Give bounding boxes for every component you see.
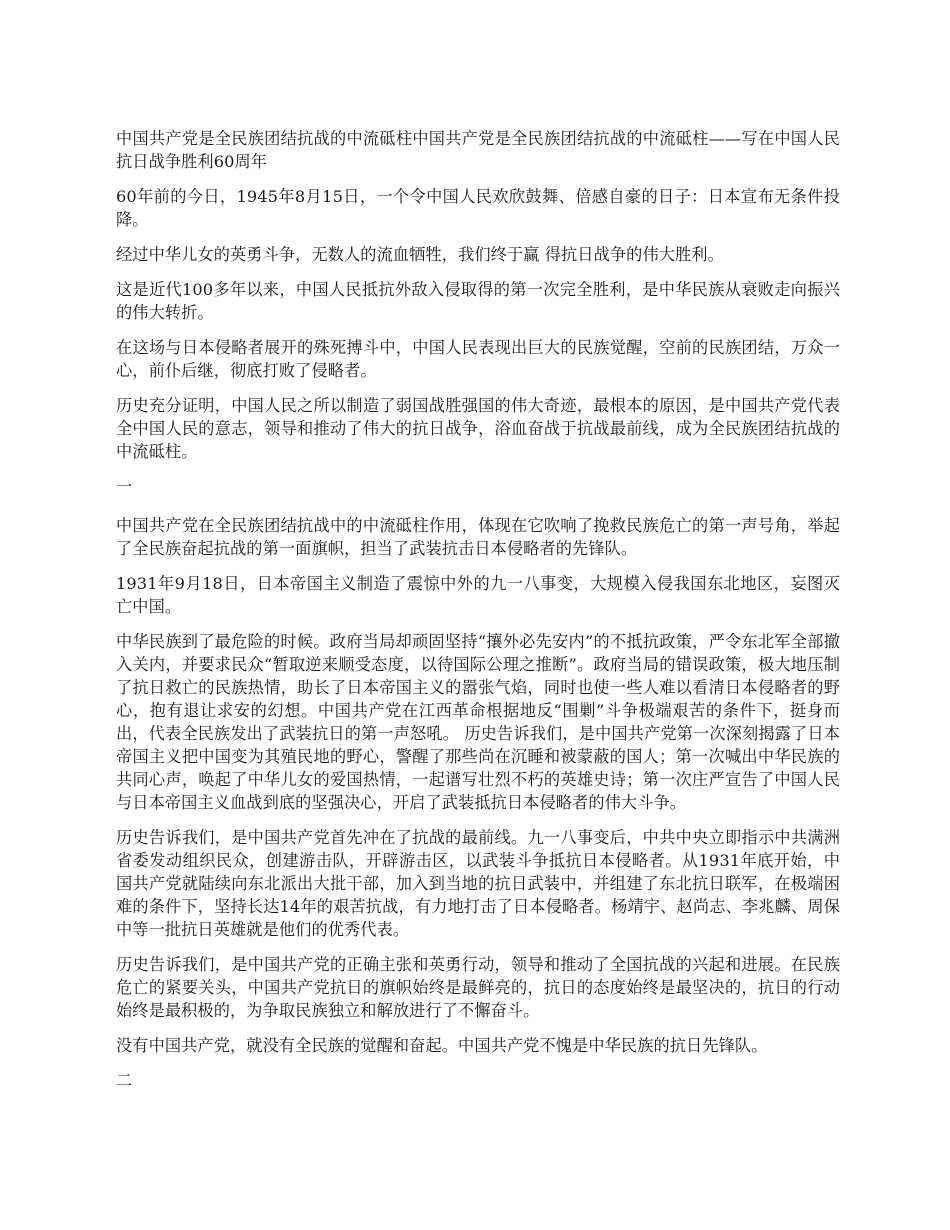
section-heading-two: 二	[116, 1071, 133, 1090]
paragraph: 经过中华儿女的英勇斗争，无数人的流血牺牲，我们终于赢 得抗日战争的伟大胜利。	[116, 245, 724, 264]
paragraph: 历史告诉我们，是中国共产党首先冲在了抗战的最前线。九一八事变后，中共中央立即指示中共满洲省委发动组织民众，创建游击队，开辟游击区，以武装斗争抵抗日本侵略者。从1931年底开始，中国共产党就陆续向东北派出大批干部，加入到当地的抗日武装中，并组建了东北抗日联军，在极端困难的条件下，坚持长达14年的艰苦抗战，有力地打击了日本侵略者。杨靖宇、赵尚志、李兆麟、周保中等一批抗日英雄就是他们的优秀代表。	[116, 828, 840, 939]
paragraph: 60年前的今日，1945年8月15日，一个令中国人民欢欣鼓舞、倍感自豪的日子：日本宣布无条件投降。	[116, 187, 840, 229]
section-heading-one: 一	[116, 477, 133, 496]
paragraph: 中国共产党在全民族团结抗战中的中流砥柱作用，体现在它吹响了挽救民族危亡的第一声号角，举起了全民族奋起抗战的第一面旗帜，担当了武装抗击日本侵略者的先锋队。	[116, 516, 840, 558]
paragraph: 这是近代100多年以来，中国人民抵抗外敌入侵取得的第一次完全胜利，是中华民族从衰败走向振兴的伟大转折。	[116, 280, 840, 322]
paragraph: 没有中国共产党，就没有全民族的觉醒和奋起。中国共产党不愧是中华民族的抗日先锋队。	[116, 1036, 768, 1055]
document-title: 中国共产党是全民族团结抗战的中流砥柱中国共产党是全民族团结抗战的中流砥柱——写在中国人民抗日战争胜利60周年	[116, 129, 840, 171]
paragraph: 中华民族到了最危险的时候。政府当局却顽固坚持“攘外必先安内”的不抵抗政策，严令东北军全部撤入关内，并要求民众“暂取逆来顺受态度，以待国际公理之推断”。政府当局的错误政策，极大地压制了抗日救亡的民族热情，助长了日本帝国主义的嚣张气焰，同时也使一些人难以看清日本侵略者的野心，抱有退让求安的幻想。中国共产党在江西革命根据地反“围剿”斗争极端艰苦的条件下，挺身而出，代表全民族发出了武装抗日的第一声怒吼。 历史告诉我们，是中国共产党第一次深刻揭露了日本帝国主义把中国变为其殖民地的野心，警醒了那些尚在沉睡和被蒙蔽的国人；第一次喊出中华民族的共同心声，唤起了中华儿女的爱国热情，一起谱写壮烈不朽的英雄史诗；第一次庄严宣告了中国人民与日本帝国主义血战到底的坚强决心，开启了武装抵抗日本侵略者的伟大斗争。	[116, 632, 840, 812]
paragraph: 1931年9月18日，日本帝国主义制造了震惊中外的九一八事变，大规模入侵我国东北地区，妄图灭亡中国。	[116, 574, 840, 616]
paragraph: 历史告诉我们，是中国共产党的正确主张和英勇行动，领导和推动了全国抗战的兴起和进展。在民族危亡的紧要关头，中国共产党抗日的旗帜始终是最鲜亮的，抗日的态度始终是最坚决的，抗日的行动始终是最积极的，为争取民族独立和解放进行了不懈奋斗。	[116, 955, 840, 1020]
paragraph: 在这场与日本侵略者展开的殊死搏斗中，中国人民表现出巨大的民族觉醒，空前的民族团结，万众一心，前仆后继，彻底打败了侵略者。	[116, 338, 840, 380]
paragraph: 历史充分证明，中国人民之所以制造了弱国战胜强国的伟大奇迹，最根本的原因，是中国共产党代表全中国人民的意志，领导和推动了伟大的抗日战争，浴血奋战于抗战最前线，成为全民族团结抗战的中流砥柱。	[116, 396, 840, 461]
document-page	[116, 127, 840, 1108]
